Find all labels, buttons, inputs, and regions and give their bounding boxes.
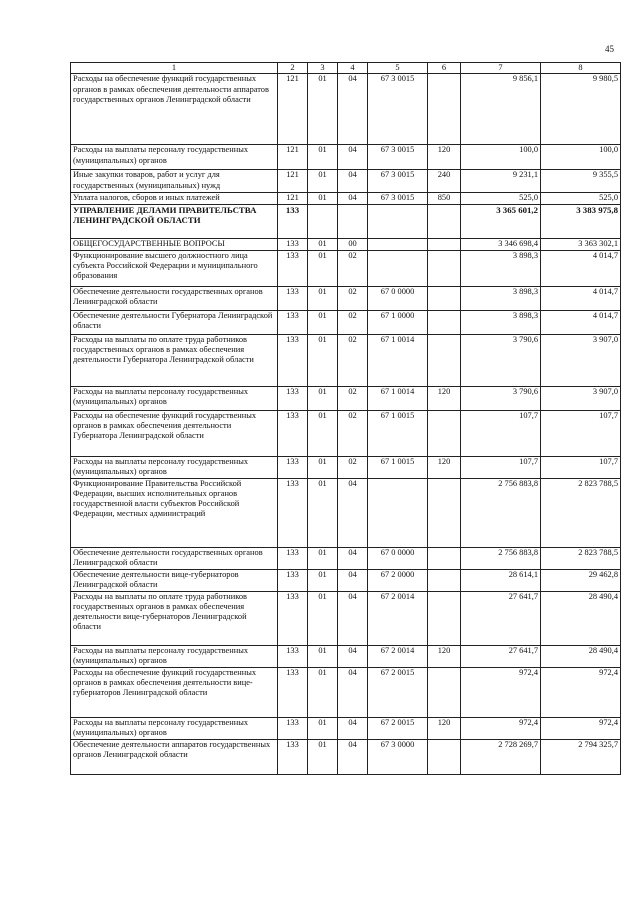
cell-subsection: 02 [338,250,368,286]
cell-expense-type: 120 [428,717,461,739]
cell-amount-year2: 9 980,5 [541,74,621,145]
cell-amount-year1: 28 614,1 [461,569,541,591]
cell-subsection: 04 [338,478,368,547]
cell-expense-type [428,547,461,569]
cell-subsection: 04 [338,193,368,204]
cell-name: Функционирование высшего должностного лица субъекта Российской Федерации и муниципального образования [71,250,278,286]
cell-section: 01 [308,667,338,717]
cell-name: Обеспечение деятельности аппаратов государственных органов Ленинградской области [71,739,278,774]
cell-amount-year1: 9 856,1 [461,74,541,145]
cell-target-article: 67 3 0015 [368,193,428,204]
cell-amount-year2: 972,4 [541,667,621,717]
cell-name: Расходы на выплаты по оплате труда работников государственных органов в рамках обеспечения деятельности вице-губернаторов Ленинградской области [71,591,278,645]
cell-name: Обеспечение деятельности Губернатора Ленинградской области [71,310,278,334]
cell-name: Расходы на выплаты персоналу государственных (муниципальных) органов [71,645,278,667]
cell-section: 01 [308,238,338,250]
cell-administrator: 133 [278,286,308,310]
cell-section: 01 [308,310,338,334]
cell-expense-type [428,74,461,145]
cell-target-article: 67 3 0000 [368,739,428,774]
cell-subsection: 04 [338,170,368,193]
cell-name: Расходы на обеспечение функций государственных органов в рамках обеспечения деятельности аппаратов государственных органов Ленинградской области [71,74,278,145]
header-cell: 7 [461,63,541,74]
cell-amount-year2: 28 490,4 [541,645,621,667]
cell-amount-year1: 107,7 [461,410,541,456]
table-row [71,286,621,310]
cell-target-article: 67 2 0014 [368,591,428,645]
cell-expense-type: 120 [428,386,461,410]
cell-amount-year1: 3 790,6 [461,386,541,410]
cell-section: 01 [308,74,338,145]
cell-name: Расходы на выплаты персоналу государственных (муниципальных) органов [71,717,278,739]
cell-administrator: 133 [278,386,308,410]
cell-section: 01 [308,456,338,478]
cell-name: Уплата налогов, сборов и иных платежей [71,193,278,204]
cell-target-article: 67 2 0015 [368,667,428,717]
table-row [71,386,621,410]
budget-table [70,62,621,775]
cell-amount-year1: 3 898,3 [461,310,541,334]
cell-amount-year1: 525,0 [461,193,541,204]
cell-amount-year2: 2 823 788,5 [541,547,621,569]
cell-amount-year2: 3 907,0 [541,386,621,410]
table-row [71,456,621,478]
cell-name: УПРАВЛЕНИЕ ДЕЛАМИ ПРАВИТЕЛЬСТВА ЛЕНИНГРАДСКОЙ ОБЛАСТИ [71,204,278,238]
cell-expense-type [428,739,461,774]
table-row [71,645,621,667]
table-row [71,410,621,456]
cell-name: Расходы на обеспечение функций государственных органов в рамках обеспечения деятельности вице-губернаторов Ленинградской области [71,667,278,717]
header-cell: 8 [541,63,621,74]
cell-target-article: 67 0 0000 [368,286,428,310]
cell-target-article: 67 2 0015 [368,717,428,739]
cell-expense-type [428,286,461,310]
cell-amount-year2: 9 355,5 [541,170,621,193]
header-row [71,63,621,74]
table-row [71,717,621,739]
cell-expense-type: 120 [428,645,461,667]
table-row [71,204,621,238]
cell-administrator: 133 [278,456,308,478]
cell-administrator: 133 [278,667,308,717]
cell-administrator: 133 [278,717,308,739]
table-row [71,310,621,334]
cell-amount-year2: 4 014,7 [541,250,621,286]
cell-subsection: 04 [338,717,368,739]
cell-expense-type [428,204,461,238]
cell-amount-year2: 3 907,0 [541,334,621,386]
cell-amount-year1: 3 898,3 [461,286,541,310]
cell-section: 01 [308,717,338,739]
cell-amount-year1: 3 898,3 [461,250,541,286]
cell-subsection: 04 [338,74,368,145]
cell-expense-type [428,250,461,286]
cell-subsection: 04 [338,739,368,774]
cell-name: ОБЩЕГОСУДАРСТВЕННЫЕ ВОПРОСЫ [71,238,278,250]
cell-administrator: 121 [278,170,308,193]
cell-amount-year1: 972,4 [461,717,541,739]
cell-name: Иные закупки товаров, работ и услуг для государственных (муниципальных) нужд [71,170,278,193]
cell-amount-year1: 3 346 698,4 [461,238,541,250]
cell-administrator: 133 [278,569,308,591]
cell-administrator: 133 [278,591,308,645]
cell-amount-year1: 27 641,7 [461,645,541,667]
cell-target-article [368,204,428,238]
cell-target-article: 67 1 0014 [368,386,428,410]
cell-name: Расходы на выплаты по оплате труда работников государственных органов в рамках обеспечения деятельности Губернатора Ленинградской области [71,334,278,386]
cell-administrator: 133 [278,334,308,386]
cell-subsection: 02 [338,386,368,410]
cell-amount-year2: 4 014,7 [541,286,621,310]
cell-section: 01 [308,334,338,386]
header-cell: 3 [308,63,338,74]
table-row [71,145,621,170]
cell-administrator: 133 [278,238,308,250]
cell-name: Обеспечение деятельности государственных органов Ленинградской области [71,286,278,310]
cell-subsection: 04 [338,569,368,591]
cell-name: Расходы на выплаты персоналу государственных (муниципальных) органов [71,456,278,478]
cell-administrator: 121 [278,193,308,204]
cell-subsection: 02 [338,456,368,478]
cell-amount-year2: 2 823 788,5 [541,478,621,547]
cell-amount-year2: 4 014,7 [541,310,621,334]
cell-administrator: 133 [278,250,308,286]
cell-subsection: 00 [338,238,368,250]
cell-administrator: 133 [278,478,308,547]
cell-target-article [368,478,428,547]
cell-administrator: 133 [278,204,308,238]
cell-expense-type: 120 [428,145,461,170]
header-cell: 6 [428,63,461,74]
cell-administrator: 121 [278,145,308,170]
cell-subsection: 02 [338,410,368,456]
cell-amount-year1: 100,0 [461,145,541,170]
cell-amount-year1: 2 756 883,8 [461,547,541,569]
page-number: 45 [605,44,614,54]
cell-amount-year1: 2 728 269,7 [461,739,541,774]
cell-section: 01 [308,286,338,310]
cell-amount-year2: 28 490,4 [541,591,621,645]
table-row [71,667,621,717]
cell-section: 01 [308,569,338,591]
cell-name: Обеспечение деятельности государственных органов Ленинградской области [71,547,278,569]
cell-amount-year2: 29 462,8 [541,569,621,591]
cell-section: 01 [308,170,338,193]
cell-name: Функционирование Правительства Российской Федерации, высших исполнительных органов государственной власти субъектов Российской Федерации, местных администраций [71,478,278,547]
cell-expense-type [428,591,461,645]
cell-target-article: 67 2 0014 [368,645,428,667]
cell-section: 01 [308,547,338,569]
cell-target-article [368,238,428,250]
cell-expense-type: 850 [428,193,461,204]
cell-target-article [368,250,428,286]
cell-expense-type [428,334,461,386]
cell-section: 01 [308,193,338,204]
cell-amount-year1: 972,4 [461,667,541,717]
cell-amount-year2: 100,0 [541,145,621,170]
table-row [71,478,621,547]
cell-amount-year1: 107,7 [461,456,541,478]
cell-section: 01 [308,478,338,547]
cell-amount-year1: 27 641,7 [461,591,541,645]
cell-expense-type [428,238,461,250]
cell-name: Расходы на выплаты персоналу государственных (муниципальных) органов [71,145,278,170]
table-row [71,569,621,591]
cell-target-article: 67 3 0015 [368,170,428,193]
cell-administrator: 133 [278,645,308,667]
cell-target-article: 67 1 0015 [368,456,428,478]
header-cell: 2 [278,63,308,74]
cell-amount-year1: 3 365 601,2 [461,204,541,238]
cell-administrator: 133 [278,410,308,456]
table-row [71,193,621,204]
cell-subsection: 02 [338,310,368,334]
cell-name: Расходы на обеспечение функций государственных органов в рамках обеспечения деятельности Губернатора Ленинградской области [71,410,278,456]
cell-amount-year1: 3 790,6 [461,334,541,386]
table-row [71,547,621,569]
cell-section: 01 [308,591,338,645]
cell-target-article: 67 1 0015 [368,410,428,456]
cell-target-article: 67 3 0015 [368,74,428,145]
cell-expense-type [428,410,461,456]
cell-subsection [338,204,368,238]
cell-amount-year2: 3 363 302,1 [541,238,621,250]
cell-section: 01 [308,145,338,170]
table-row [71,170,621,193]
cell-name: Расходы на выплаты персоналу государственных (муниципальных) органов [71,386,278,410]
header-cell: 5 [368,63,428,74]
cell-section: 01 [308,386,338,410]
table-body [71,74,621,774]
cell-administrator: 121 [278,74,308,145]
cell-target-article: 67 0 0000 [368,547,428,569]
cell-amount-year2: 972,4 [541,717,621,739]
cell-expense-type [428,667,461,717]
cell-subsection: 04 [338,667,368,717]
table-row [71,74,621,145]
cell-section: 01 [308,739,338,774]
cell-target-article: 67 2 0000 [368,569,428,591]
cell-amount-year2: 107,7 [541,410,621,456]
cell-amount-year2: 3 383 975,8 [541,204,621,238]
cell-subsection: 04 [338,591,368,645]
cell-subsection: 02 [338,334,368,386]
cell-subsection: 04 [338,547,368,569]
table-row [71,250,621,286]
table-row [71,739,621,774]
cell-subsection: 04 [338,145,368,170]
cell-expense-type [428,569,461,591]
cell-expense-type: 120 [428,456,461,478]
cell-amount-year2: 107,7 [541,456,621,478]
cell-target-article: 67 3 0015 [368,145,428,170]
cell-name: Обеспечение деятельности вице-губернаторов Ленинградской области [71,569,278,591]
header-cell: 1 [71,63,278,74]
cell-section: 01 [308,645,338,667]
cell-section: 01 [308,410,338,456]
cell-target-article: 67 1 0014 [368,334,428,386]
cell-administrator: 133 [278,547,308,569]
cell-expense-type [428,478,461,547]
cell-target-article: 67 1 0000 [368,310,428,334]
cell-expense-type [428,310,461,334]
header-cell: 4 [338,63,368,74]
table-row [71,334,621,386]
cell-administrator: 133 [278,310,308,334]
cell-expense-type: 240 [428,170,461,193]
cell-amount-year1: 9 231,1 [461,170,541,193]
table-row [71,238,621,250]
table-row [71,591,621,645]
cell-amount-year1: 2 756 883,8 [461,478,541,547]
cell-section: 01 [308,250,338,286]
cell-subsection: 02 [338,286,368,310]
cell-amount-year2: 2 794 325,7 [541,739,621,774]
cell-section [308,204,338,238]
cell-administrator: 133 [278,739,308,774]
cell-subsection: 04 [338,645,368,667]
cell-amount-year2: 525,0 [541,193,621,204]
